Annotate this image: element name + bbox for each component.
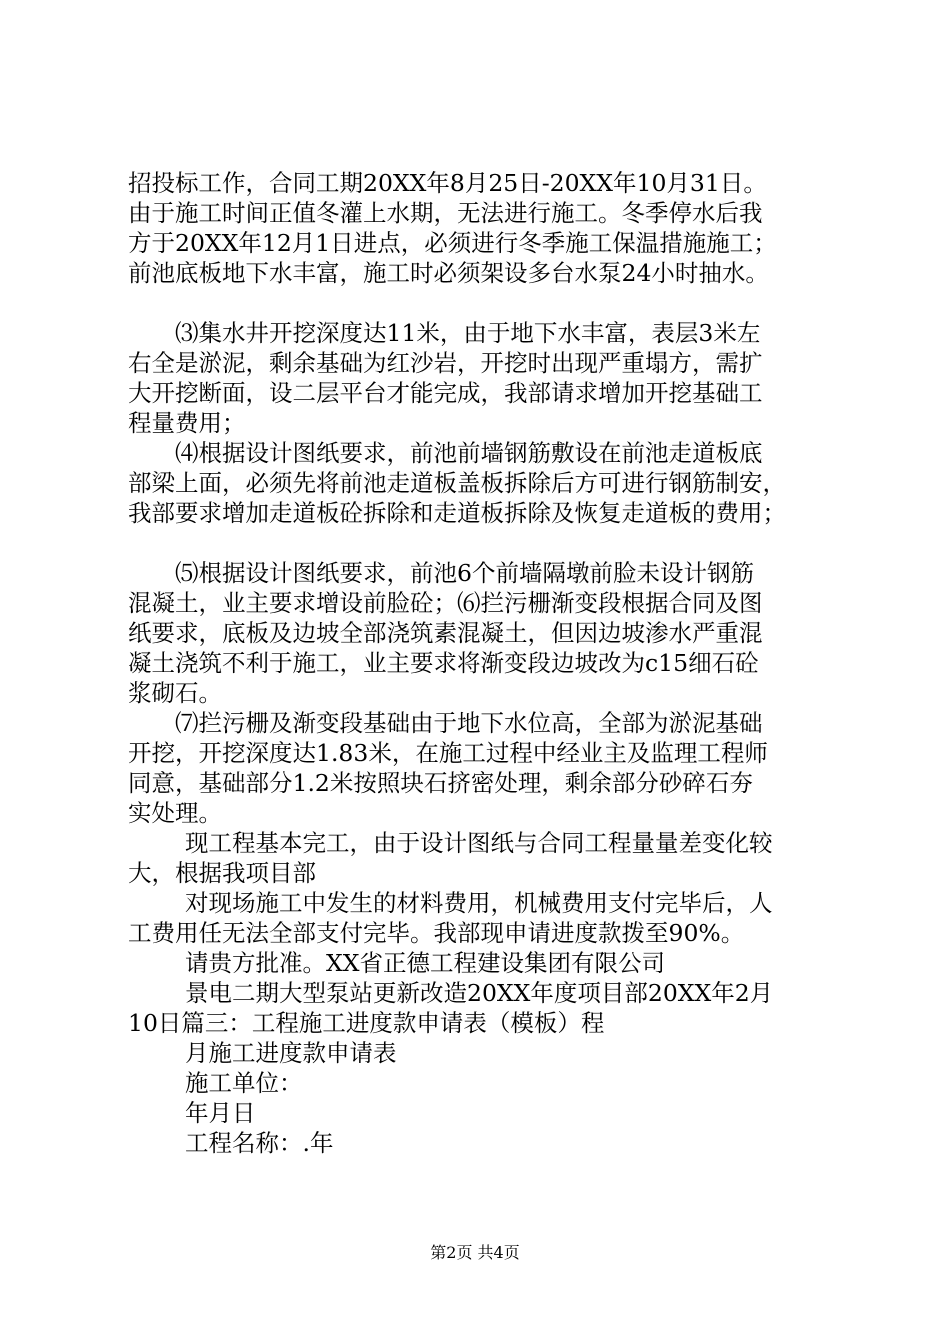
text-line: 招投标工作，合同工期20XX年8月25日-20XX年10月31日。 [128, 169, 767, 197]
text-line: ⑸根据设计图纸要求，前池6个前墙隔墩前脸未设计钢筋 [175, 559, 754, 587]
text-line: 施工单位： [185, 1069, 303, 1097]
text-line: 景电二期大型泵站更新改造20XX年度项目部20XX年2月 [185, 979, 774, 1007]
text-line: 10日篇三：工程施工进度款申请表（模板）程 [128, 1009, 605, 1037]
text-line: 月施工进度款申请表 [185, 1039, 397, 1067]
text-line: 由于施工时间正值冬灌上水期，无法进行施工。冬季停水后我 [128, 199, 763, 227]
paragraph-gap [128, 288, 836, 318]
paragraph-gap [128, 528, 836, 558]
text-line: 右全是淤泥，剩余基础为红沙岩，开挖时出现严重塌方，需扩 [128, 349, 763, 377]
text-line: 年月日 [185, 1099, 256, 1127]
text-line: 大，根据我项目部 [128, 859, 316, 887]
text-line: 部梁上面，必须先将前池走道板盖板拆除后方可进行钢筋制安， [128, 469, 786, 497]
text-line: 请贵方批准。XX省正德工程建设集团有限公司 [185, 949, 665, 977]
text-line: 凝土浇筑不利于施工，业主要求将渐变段边坡改为c15细石砼 [128, 649, 759, 677]
text-line: 我部要求增加走道板砼拆除和走道板拆除及恢复走道板的费用； [128, 499, 786, 527]
text-line: 工程名称：.年 [185, 1129, 334, 1157]
text-line: 纸要求，底板及边坡全部浇筑素混凝土，但因边坡渗水严重混 [128, 619, 763, 647]
text-line: 浆砌石。 [128, 679, 222, 707]
text-line: 开挖，开挖深度达1.83米，在施工过程中经业主及监理工程师 [128, 739, 768, 767]
text-line: 对现场施工中发生的材料费用，机械费用支付完毕后，人 [185, 889, 773, 917]
text-line: 工费用任无法全部支付完毕。我部现申请进度款拨至90%。 [128, 919, 745, 947]
text-line: 大开挖断面，设二层平台才能完成，我部请求增加开挖基础工 [128, 379, 763, 407]
text-line: 程量费用； [128, 409, 246, 437]
text-line: ⑺拦污栅及渐变段基础由于地下水位高，全部为淤泥基础 [175, 709, 763, 737]
document-body [128, 168, 836, 1158]
text-line: ⑶集水井开挖深度达11米，由于地下水丰富，表层3米左 [175, 319, 761, 347]
text-line: 同意，基础部分1.2米按照块石挤密处理，剩余部分砂碎石夯 [128, 769, 753, 797]
text-line: 前池底板地下水丰富，施工时必须架设多台水泵24小时抽水。 [128, 259, 769, 287]
page-number: 第2页 共4页 [430, 1243, 520, 1262]
text-line: 现工程基本完工，由于设计图纸与合同工程量量差变化较 [185, 829, 773, 857]
text-line: 实处理。 [128, 799, 222, 827]
text-line: 方于20XX年12月1日进点，必须进行冬季施工保温措施施工； [128, 229, 777, 257]
text-line: 混凝土，业主要求增设前脸砼；⑹拦污栅渐变段根据合同及图 [128, 589, 763, 617]
text-line: ⑷根据设计图纸要求，前池前墙钢筋敷设在前池走道板底 [175, 439, 763, 467]
